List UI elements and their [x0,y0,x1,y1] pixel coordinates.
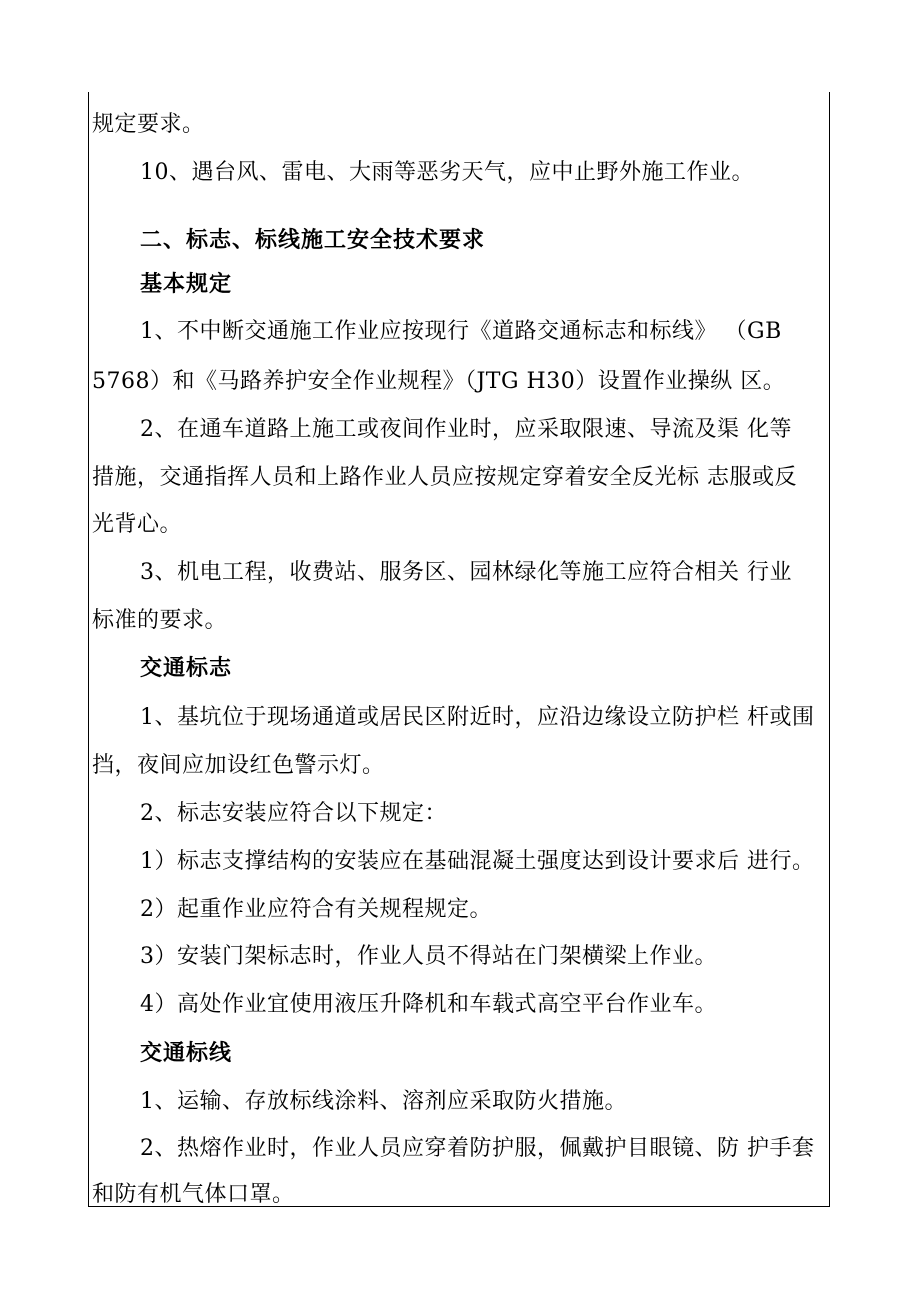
subsection-heading: 基本规定 [140,272,233,297]
text-line: 1）标志支撑结构的安装应在基础混凝土强度达到设计要求后 进行。 [140,849,815,874]
subsection-heading: 交通标线 [140,1041,233,1066]
text-line: 2、在通车道路上施工或夜间作业时，应采取限速、导流及渠 化等 [140,417,792,442]
text-line: 1、运输、存放标线涂料、溶剂应采取防火措施。 [140,1089,627,1114]
text-line: 5768）和《马路养护安全作业规程》（JTG H30）设置作业操纵 区。 [92,369,786,394]
text-line: 光背心。 [92,512,183,537]
text-line: 2、热熔作业时，作业人员应穿着防护服，佩戴护目眼镜、防 护手套 [140,1136,815,1161]
text-line: 10、遇台风、雷电、大雨等恶劣天气，应中止野外施工作业。 [140,160,754,185]
text-line: 2、标志安装应符合以下规定： [140,801,447,826]
subsection-heading: 交通标志 [140,656,233,681]
text-line: 挡，夜间应加设红色警示灯。 [92,753,385,778]
text-line: 措施，交通指挥人员和上路作业人员应按规定穿着安全反光标 志服或反 [92,465,797,490]
text-line: 3）安装门架标志时，作业人员不得站在门架横梁上作业。 [140,944,717,969]
text-line: 3、机电工程，收费站、服务区、园林绿化等施工应符合相关 行业 [140,560,792,585]
text-line: 4）高处作业宜使用液压升降机和车载式高空平台作业车。 [140,992,717,1017]
text-line: 规定要求。 [92,112,205,137]
text-line: 1、基坑位于现场通道或居民区附近时，应沿边缘设立防护栏 杆或围 [140,705,815,730]
text-line: 和防有机气体口罩。 [92,1182,295,1207]
text-line: 1、不中断交通施工作业应按现行《道路交通标志和标线》 （GB [140,319,782,344]
text-line: 2）起重作业应符合有关规程规定。 [140,897,492,922]
section-heading: 二、标志、标线施工安全技术要求 [140,228,486,253]
text-line: 标准的要求。 [92,608,228,633]
